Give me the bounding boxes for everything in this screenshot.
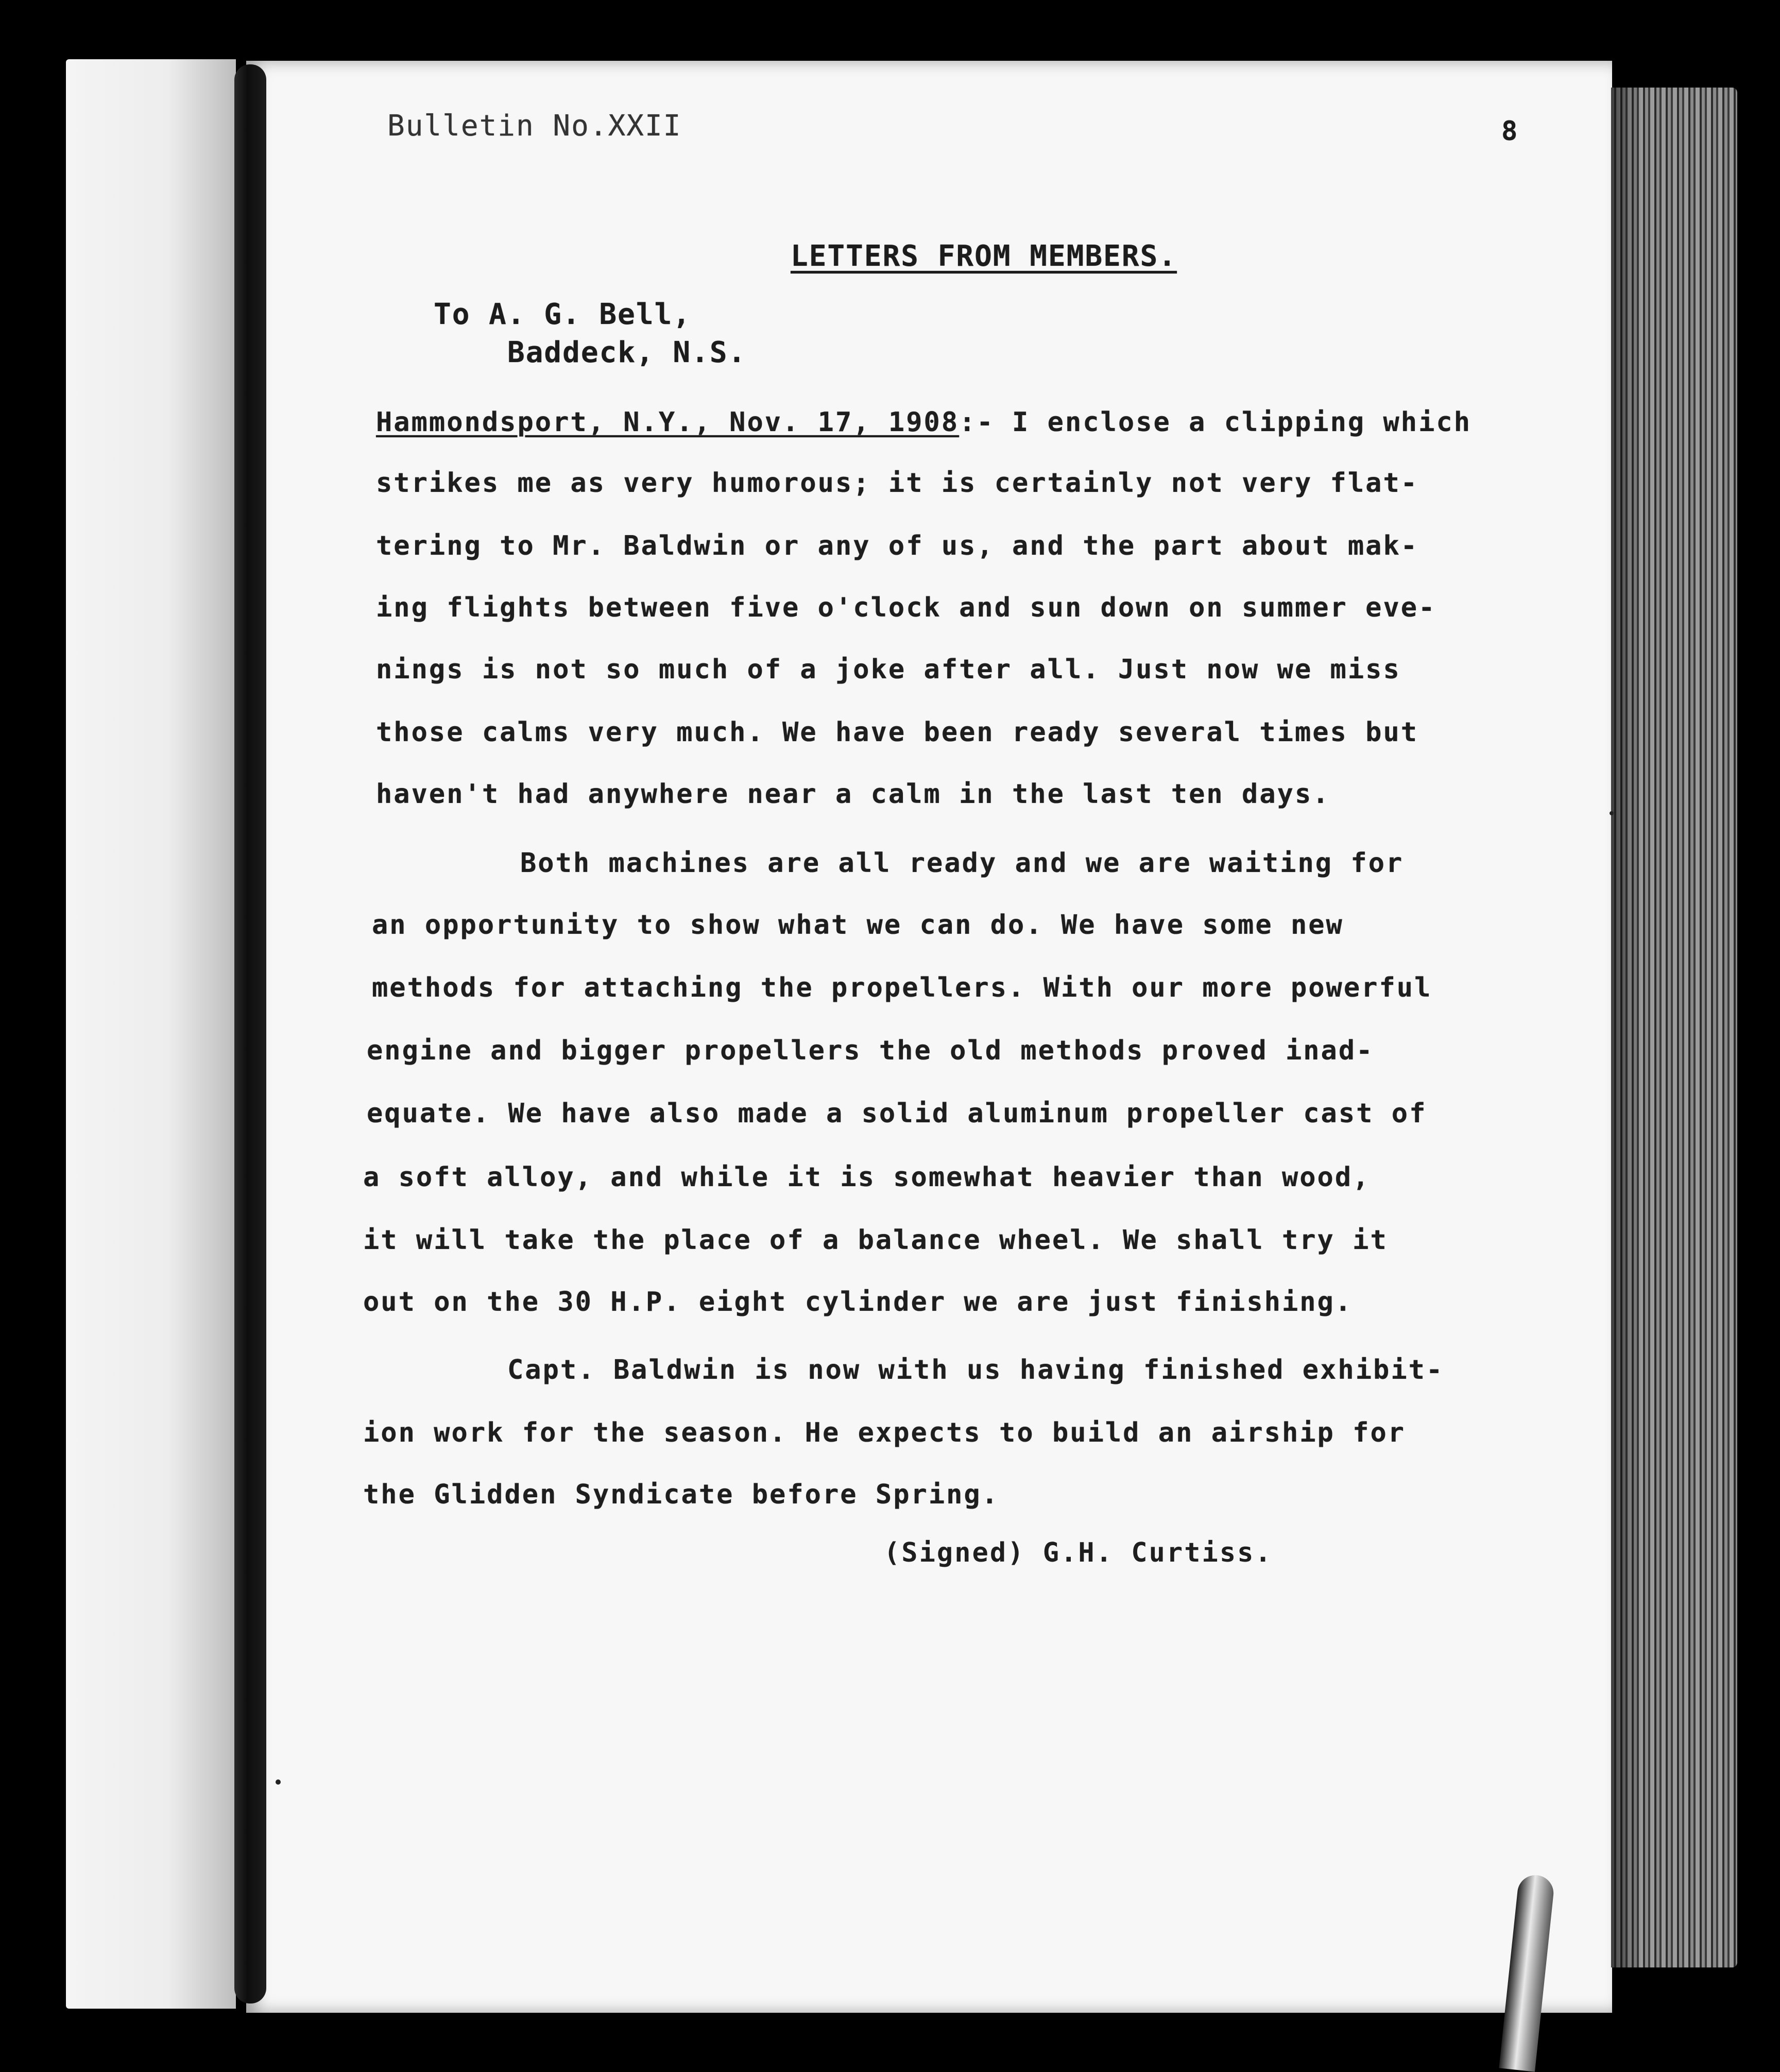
page-number: 8 (1501, 116, 1519, 147)
addressee-line-1: To A. G. Bell, (434, 298, 692, 331)
letter-line (376, 407, 1471, 438)
left-blank-page (66, 59, 236, 2009)
bulletin-header: Bulletin No.XXII (387, 109, 682, 143)
letter-line: ion work for the season. He expects to build an airship for (363, 1417, 1406, 1448)
letter-line: equate. We have also made a solid aluminum propeller cast of (367, 1098, 1427, 1129)
page-edges-shadow (1611, 88, 1642, 1967)
book-gutter (234, 64, 266, 2003)
letter-line: ing flights between five o'clock and sun down on summer eve- (376, 592, 1436, 623)
letter-line: Both machines are all ready and we are waiting for (520, 848, 1404, 879)
letter-line: Capt. Baldwin is now with us having finished exhibit- (507, 1355, 1444, 1385)
letter-line: an opportunity to show what we can do. We have some new (372, 910, 1344, 940)
page-title: LETTERS FROM MEMBERS. (791, 239, 1177, 273)
letter-line: the Glidden Syndicate before Spring. (363, 1479, 1000, 1510)
signature: (Signed) G.H. Curtiss. (884, 1537, 1273, 1568)
letter-line-text: :- I enclose a clipping which (959, 407, 1472, 438)
letter-line: out on the 30 H.P. eight cylinder we are just finishing. (363, 1287, 1353, 1317)
addressee-line-2: Baddeck, N.S. (507, 336, 747, 369)
letter-line: nings is not so much of a joke after all. Just now we miss (376, 654, 1401, 685)
ink-speck (1610, 811, 1614, 815)
letter-line: it will take the place of a balance wheel. We shall try it (363, 1225, 1388, 1256)
letter-line: strikes me as very humorous; it is certainly not very flat- (376, 468, 1419, 499)
ink-speck (276, 1779, 281, 1785)
letter-line: those calms very much. We have been ready several times but (376, 717, 1419, 748)
letter-line: engine and bigger propellers the old methods proved inad- (367, 1035, 1374, 1066)
place-date: Hammondsport, N.Y., Nov. 17, 1908 (376, 407, 960, 438)
letter-line: methods for attaching the propellers. With our more powerful (372, 972, 1432, 1003)
letter-line: haven't had anywhere near a calm in the last ten days. (376, 779, 1330, 810)
letter-line: a soft alloy, and while it is somewhat heavier than wood, (363, 1162, 1371, 1193)
letter-line: tering to Mr. Baldwin or any of us, and the part about mak- (376, 530, 1419, 561)
